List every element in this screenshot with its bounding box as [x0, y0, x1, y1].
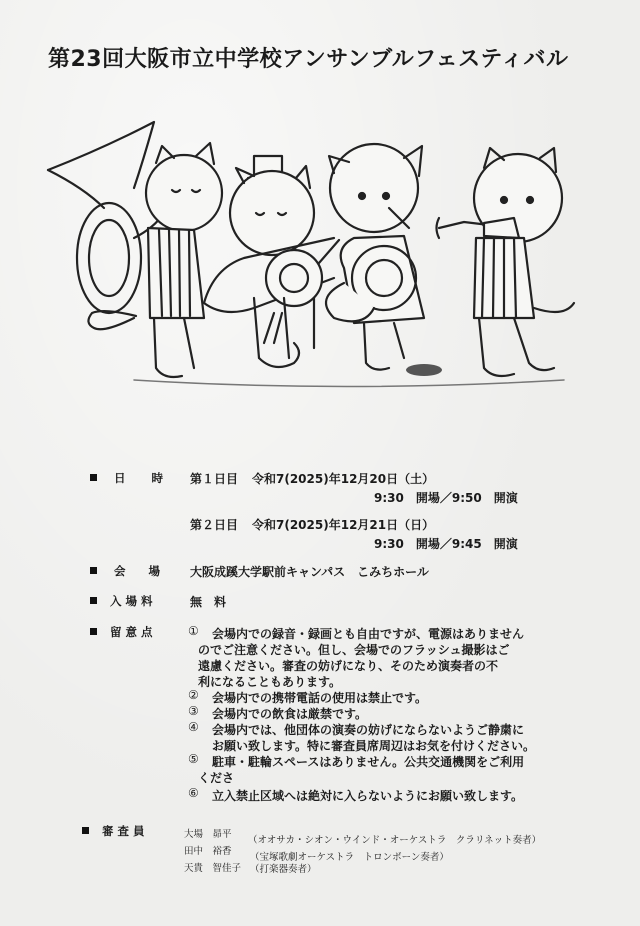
note-1-line-3: 遠慮ください。審査の妨げになり、そのため演奏者の不 [198, 659, 499, 673]
note-3-line-1: 会場内での飲食は厳禁です。 [212, 707, 368, 721]
judge-1-name: 大場 昴平 [184, 829, 232, 840]
judge-2-name: 田中 裕香 [184, 846, 232, 857]
note-number: ③ [188, 704, 199, 718]
note-1-line-4: 利になることもあります。 [198, 675, 342, 689]
venue-value: 大阪成蹊大学駅前キャンパス こみちホール [190, 565, 429, 579]
cat-trumpet-player [437, 148, 575, 376]
bullet-square-venue [90, 567, 97, 574]
note-5-line-1: 駐車・駐輪スペースはありません。公共交通機関をご利用 [212, 755, 525, 769]
bullet-square-schedule [90, 474, 97, 481]
fee-value: 無 料 [190, 595, 227, 609]
day2-times: 9:30 開場／9:45 開演 [374, 537, 518, 551]
schedule-label: 日 時 [114, 471, 164, 485]
fee-label: 入 場 料 [110, 594, 153, 608]
judge-2-role: （宝塚歌劇オーケストラ トロンボーン奏者） [250, 852, 449, 863]
note-number: ⑤ [188, 752, 199, 766]
day2-label: 第２日目 [190, 518, 239, 532]
note-2-line-1: 会場内での携帯電話の使用は禁止です。 [212, 691, 428, 705]
page-title: 第23回大阪市立中学校アンサンブルフェスティバル [48, 47, 569, 72]
note-4-line-1: 会場内では、他団体の演奏の妨げにならないようご静粛に [212, 723, 525, 737]
judge-3-name: 天貴 智佳子 [184, 863, 242, 874]
day1-label: 第１日目 [190, 472, 239, 486]
cats-brass-band-illustration [44, 118, 584, 398]
day1-date: 令和7(2025)年12月20日（土） [252, 472, 435, 486]
note-number: ④ [188, 720, 199, 734]
note-5-line-2: くださ [198, 771, 235, 785]
judges-label: 審 査 員 [102, 824, 145, 838]
note-1-line-1: 会場内での録音・録画とも自由ですが、電源はありません [212, 627, 525, 641]
note-6-line-1: 立入禁止区域へは絶対に入らないようにお願い致します。 [212, 789, 524, 803]
bullet-square-fee [90, 597, 97, 604]
judge-1-role: （オオサカ・シオン・ウインド・オーケストラ クラリネット奏者） [248, 835, 542, 846]
note-number: ② [188, 688, 199, 702]
note-4-line-2: お願い致します。特に審査員席周辺はお気を付けください。 [212, 739, 536, 753]
venue-label: 会 場 [114, 564, 160, 578]
note-1-line-2: のでご注意ください。但し、会場でのフラッシュ撮影はご [198, 643, 510, 657]
bullet-square-notes [90, 628, 97, 635]
note-number: ① [188, 624, 199, 638]
notes-label: 留 意 点 [110, 625, 153, 639]
cat-trombone-player [204, 156, 339, 367]
note-number: ⑥ [188, 786, 199, 800]
cat-tuba-player [48, 122, 222, 377]
day1-times: 9:30 開場／9:50 開演 [374, 491, 518, 505]
judge-3-role: （打楽器奏者） [250, 864, 317, 875]
cat-horn-player [326, 144, 442, 376]
day2-date: 令和7(2025)年12月21日（日） [252, 518, 435, 532]
bullet-square-judges [82, 827, 89, 834]
